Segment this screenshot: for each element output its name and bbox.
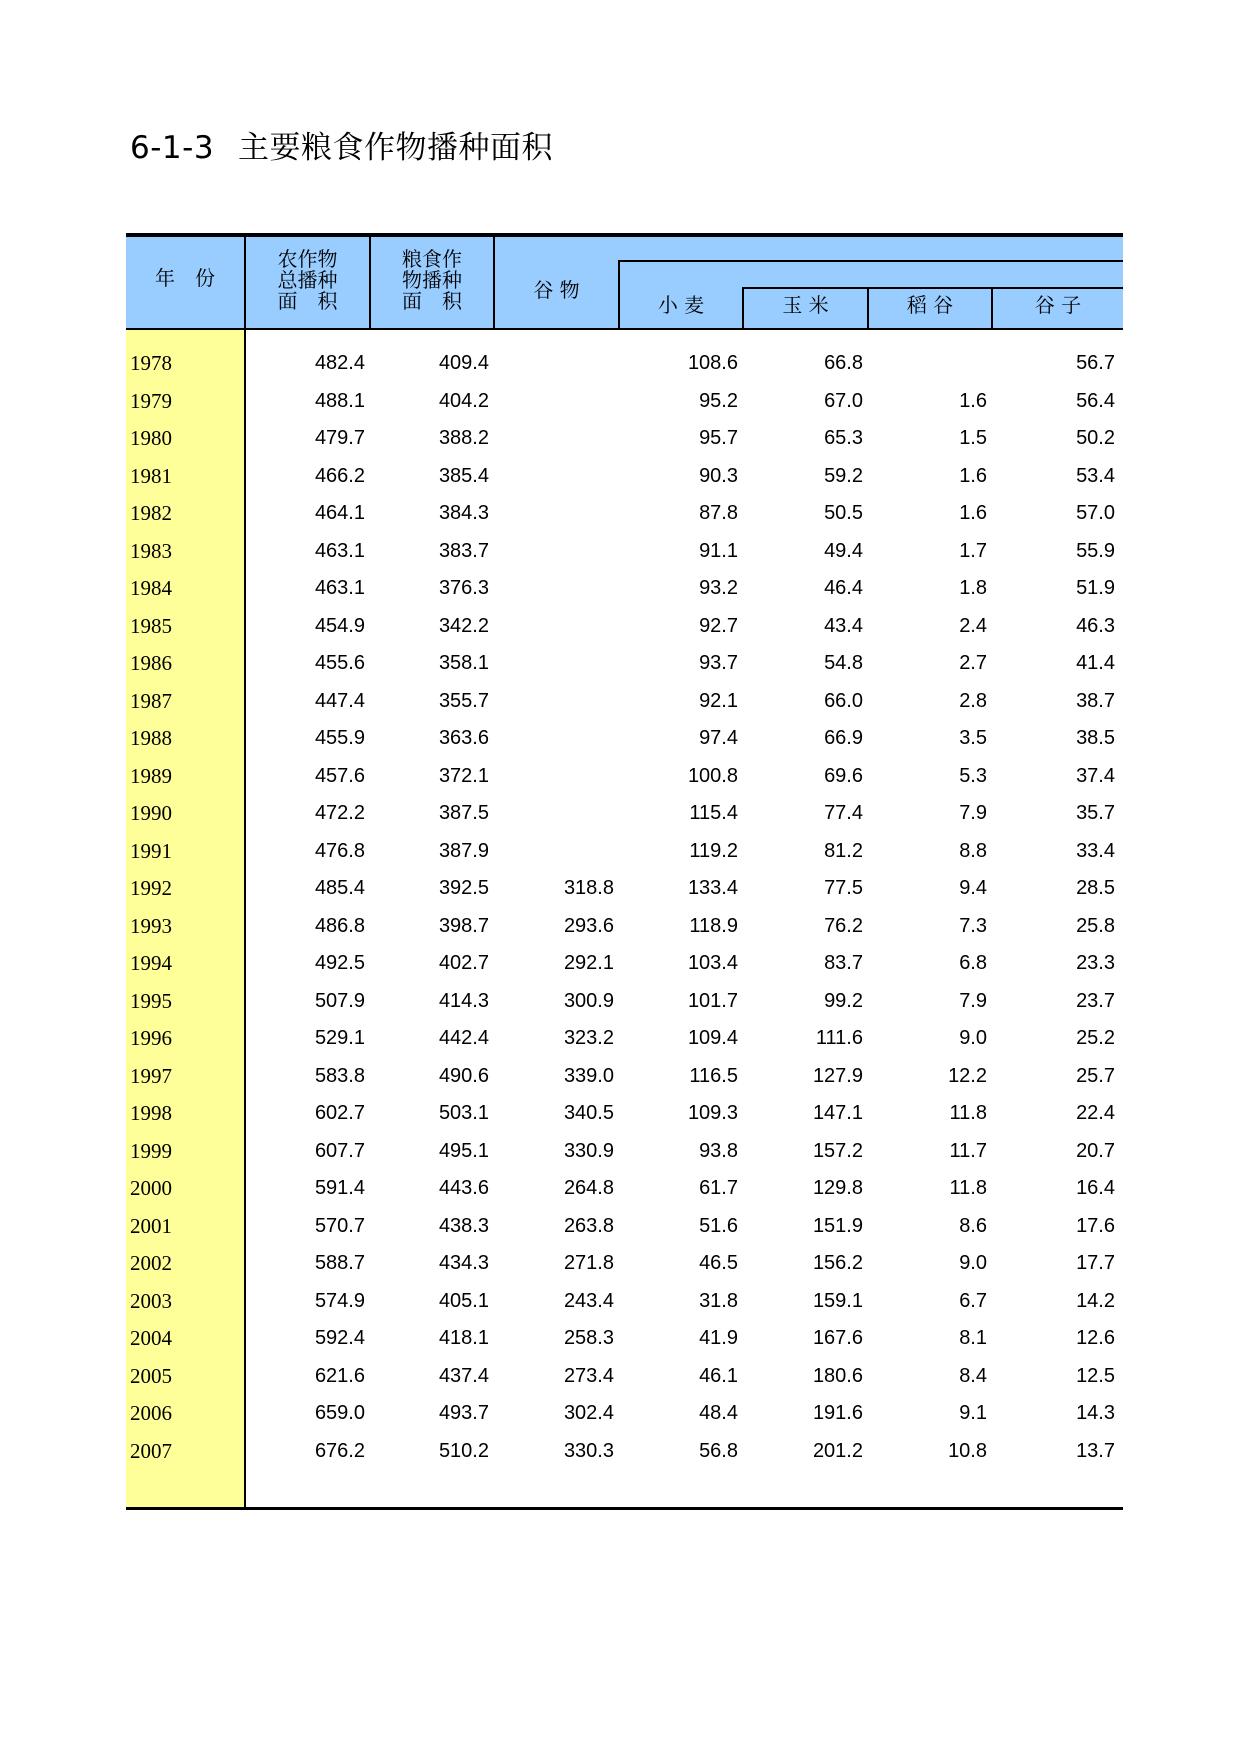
total-cell: 463.1 xyxy=(314,539,365,562)
total-cell: 476.8 xyxy=(314,839,365,862)
year-cell: 2007 xyxy=(130,1438,172,1463)
grain-cell: 383.7 xyxy=(438,539,489,562)
rice-cell: 7.9 xyxy=(959,989,987,1012)
header-rice: 稻 谷 xyxy=(906,293,954,317)
table-row xyxy=(126,570,1123,607)
wheat-cell: 91.1 xyxy=(699,539,738,562)
grain-cell: 493.7 xyxy=(438,1402,489,1424)
table-row xyxy=(126,983,1123,1020)
wheat-cell: 48.4 xyxy=(699,1402,738,1424)
wheat-cell: 116.5 xyxy=(689,1064,738,1087)
table-row xyxy=(126,1208,1123,1245)
cereal-cell: 330.9 xyxy=(563,1139,614,1162)
year-cell: 1997 xyxy=(130,1063,172,1088)
wheat-cell: 118.9 xyxy=(689,914,738,937)
grain-cell: 387.5 xyxy=(438,802,489,824)
corn-cell: 46.4 xyxy=(824,577,863,599)
table-row xyxy=(126,458,1123,495)
total-cell: 507.9 xyxy=(314,989,365,1012)
millet-cell: 12.5 xyxy=(1076,1364,1115,1387)
grain-cell: 384.3 xyxy=(438,502,489,524)
total-cell: 457.6 xyxy=(314,764,365,787)
table-row xyxy=(126,1245,1123,1282)
rice-cell: 5.3 xyxy=(959,764,987,787)
corn-cell: 81.2 xyxy=(824,839,863,862)
millet-cell: 41.4 xyxy=(1076,652,1115,674)
wheat-cell: 93.7 xyxy=(699,652,738,674)
grain-cell: 342.2 xyxy=(438,614,489,637)
grain-cell: 372.1 xyxy=(438,764,489,787)
table-row xyxy=(126,720,1123,757)
millet-cell: 37.4 xyxy=(1076,764,1115,787)
grain-cell: 409.4 xyxy=(438,352,489,374)
rice-cell: 12.2 xyxy=(948,1064,987,1087)
total-cell: 607.7 xyxy=(314,1139,365,1162)
corn-cell: 67.0 xyxy=(824,389,863,412)
table-row xyxy=(126,608,1123,645)
total-cell: 463.1 xyxy=(314,577,365,599)
bottom-rule xyxy=(126,1507,1123,1510)
table-row xyxy=(126,1358,1123,1395)
header-wheat: 小 麦 xyxy=(657,293,705,317)
year-cell: 1989 xyxy=(130,763,172,788)
corn-cell: 191.6 xyxy=(812,1402,863,1424)
wheat-cell: 56.8 xyxy=(699,1439,738,1462)
grain-cell: 387.9 xyxy=(438,839,489,862)
millet-cell: 14.3 xyxy=(1076,1402,1115,1424)
millet-cell: 25.8 xyxy=(1076,914,1115,937)
rice-cell: 11.8 xyxy=(949,1102,987,1124)
rice-cell: 2.8 xyxy=(959,689,987,712)
grain-cell: 443.6 xyxy=(438,1177,489,1199)
wheat-cell: 95.2 xyxy=(699,389,738,412)
grain-cell: 376.3 xyxy=(438,577,489,599)
header-total-crop-area: 农作物 总播种 面 积 xyxy=(277,247,338,313)
corn-cell: 77.5 xyxy=(824,877,863,899)
rice-cell: 2.7 xyxy=(959,652,987,674)
millet-cell: 57.0 xyxy=(1076,502,1115,524)
millet-cell: 53.4 xyxy=(1076,464,1115,487)
cereal-cell: 273.4 xyxy=(563,1364,614,1387)
grain-cell: 442.4 xyxy=(438,1027,489,1049)
table-row xyxy=(126,383,1123,420)
wheat-cell: 103.4 xyxy=(687,952,738,974)
cereal-cell: 340.5 xyxy=(563,1102,614,1124)
grain-cell: 392.5 xyxy=(438,877,489,899)
corn-cell: 129.8 xyxy=(812,1177,863,1199)
total-cell: 486.8 xyxy=(314,914,365,937)
table-row xyxy=(126,908,1123,945)
total-cell: 659.0 xyxy=(314,1402,365,1424)
table-row xyxy=(126,420,1123,457)
corn-cell: 69.6 xyxy=(824,764,863,787)
wheat-cell: 95.7 xyxy=(699,427,738,449)
wheat-cell: 97.4 xyxy=(699,727,738,749)
table-row xyxy=(126,645,1123,682)
millet-cell: 55.9 xyxy=(1076,539,1115,562)
total-cell: 602.7 xyxy=(314,1102,365,1124)
rice-cell: 8.4 xyxy=(959,1364,987,1387)
grain-cell: 418.1 xyxy=(438,1327,489,1349)
rice-cell: 9.0 xyxy=(959,1252,987,1274)
total-cell: 464.1 xyxy=(314,502,365,524)
wheat-cell: 61.7 xyxy=(699,1177,738,1199)
millet-cell: 12.6 xyxy=(1076,1327,1115,1349)
top-rule xyxy=(126,233,1123,237)
header-cereal: 谷 物 xyxy=(533,278,580,302)
millet-cell: 25.2 xyxy=(1076,1027,1115,1049)
wheat-cell: 109.3 xyxy=(687,1102,738,1124)
wheat-cell: 41.9 xyxy=(699,1327,738,1349)
millet-cell: 56.4 xyxy=(1076,389,1115,412)
total-cell: 485.4 xyxy=(314,877,365,899)
total-cell: 472.2 xyxy=(314,802,365,824)
cereal-cell: 323.2 xyxy=(563,1027,614,1049)
millet-cell: 13.7 xyxy=(1076,1439,1115,1462)
table-row xyxy=(126,345,1123,382)
wheat-cell: 100.8 xyxy=(687,764,738,787)
rice-cell: 11.8 xyxy=(949,1177,987,1199)
grain-cell: 388.2 xyxy=(438,427,489,449)
wheat-cell: 31.8 xyxy=(699,1289,738,1312)
rice-cell: 7.3 xyxy=(959,914,987,937)
millet-cell: 35.7 xyxy=(1076,802,1115,824)
millet-cell: 38.5 xyxy=(1076,727,1115,749)
corn-cell: 59.2 xyxy=(824,464,863,487)
millet-cell: 20.7 xyxy=(1076,1139,1115,1162)
millet-cell: 22.4 xyxy=(1076,1102,1115,1124)
rice-cell: 9.1 xyxy=(959,1402,987,1424)
wheat-cell: 92.1 xyxy=(699,689,738,712)
millet-cell: 50.2 xyxy=(1076,427,1115,449)
wheat-cell: 108.6 xyxy=(687,352,738,374)
total-cell: 466.2 xyxy=(314,464,365,487)
grain-cell: 355.7 xyxy=(438,689,489,712)
table-row xyxy=(126,1020,1123,1057)
rice-cell: 6.7 xyxy=(959,1289,987,1312)
year-cell: 1996 xyxy=(130,1026,172,1050)
wheat-cell: 46.5 xyxy=(699,1252,738,1274)
year-cell: 1992 xyxy=(130,876,172,900)
rice-cell: 1.7 xyxy=(959,539,987,562)
corn-cell: 77.4 xyxy=(824,802,863,824)
rice-cell: 8.1 xyxy=(959,1327,987,1349)
total-cell: 570.7 xyxy=(314,1214,365,1237)
rice-cell: 11.7 xyxy=(949,1139,987,1162)
total-cell: 529.1 xyxy=(314,1027,365,1049)
wheat-cell: 109.4 xyxy=(687,1027,738,1049)
total-cell: 455.6 xyxy=(314,652,365,674)
corn-cell: 127.9 xyxy=(812,1064,863,1087)
table-row xyxy=(126,1283,1123,1320)
total-cell: 482.4 xyxy=(314,352,365,374)
cereal-cell: 318.8 xyxy=(563,877,614,899)
year-cell: 1979 xyxy=(130,388,172,413)
millet-cell: 23.3 xyxy=(1076,952,1115,974)
corn-cell: 159.1 xyxy=(812,1289,863,1312)
grain-cell: 363.6 xyxy=(438,727,489,749)
cereal-cell: 258.3 xyxy=(563,1327,614,1349)
grain-cell: 438.3 xyxy=(438,1214,489,1237)
grain-cell: 414.3 xyxy=(438,989,489,1012)
rice-cell: 2.4 xyxy=(959,614,987,637)
grain-cell: 510.2 xyxy=(438,1439,489,1462)
table-row xyxy=(126,1320,1123,1357)
rice-cell: 6.8 xyxy=(959,952,987,974)
header-divider xyxy=(742,287,1123,289)
grain-cell: 405.1 xyxy=(438,1289,489,1312)
total-cell: 447.4 xyxy=(314,689,365,712)
rice-cell: 9.4 xyxy=(959,877,987,899)
grain-cell: 434.3 xyxy=(438,1252,489,1274)
grain-cell: 495.1 xyxy=(438,1139,489,1162)
table-row xyxy=(126,945,1123,982)
table-number: 6-1-3 xyxy=(130,130,215,166)
wheat-cell: 51.6 xyxy=(699,1214,738,1237)
year-cell: 1990 xyxy=(130,801,172,825)
year-cell: 1978 xyxy=(130,351,172,375)
wheat-cell: 46.1 xyxy=(699,1364,738,1387)
millet-cell: 25.7 xyxy=(1076,1064,1115,1087)
table-row xyxy=(126,495,1123,532)
cereal-cell: 293.6 xyxy=(563,914,614,937)
rice-cell: 1.5 xyxy=(959,427,987,449)
grain-cell: 437.4 xyxy=(438,1364,489,1387)
rice-cell: 1.6 xyxy=(959,502,987,524)
corn-cell: 180.6 xyxy=(812,1364,863,1387)
grain-cell: 358.1 xyxy=(438,652,489,674)
millet-cell: 51.9 xyxy=(1076,577,1115,599)
year-cell: 2003 xyxy=(130,1288,172,1313)
millet-cell: 28.5 xyxy=(1076,877,1115,899)
cereal-cell: 292.1 xyxy=(563,952,614,974)
year-cell: 1982 xyxy=(130,501,172,525)
table-row xyxy=(126,1133,1123,1170)
corn-cell: 99.2 xyxy=(824,989,863,1012)
corn-cell: 151.9 xyxy=(812,1214,863,1237)
table-row xyxy=(126,1058,1123,1095)
year-cell: 1988 xyxy=(130,726,172,750)
corn-cell: 49.4 xyxy=(824,539,863,562)
corn-cell: 83.7 xyxy=(824,952,863,974)
year-cell: 2004 xyxy=(130,1326,172,1350)
total-cell: 488.1 xyxy=(314,389,365,412)
total-cell: 454.9 xyxy=(314,614,365,637)
table-row xyxy=(126,533,1123,570)
rice-cell: 8.6 xyxy=(959,1214,987,1237)
rice-cell: 1.6 xyxy=(959,389,987,412)
corn-cell: 157.2 xyxy=(812,1139,863,1162)
cereal-cell: 243.4 xyxy=(563,1289,614,1312)
data-table xyxy=(126,233,1123,1511)
table-row xyxy=(126,870,1123,907)
corn-cell: 66.9 xyxy=(824,727,863,749)
grain-cell: 385.4 xyxy=(438,464,489,487)
year-cell: 1998 xyxy=(130,1101,172,1125)
millet-cell: 23.7 xyxy=(1076,989,1115,1012)
cereal-cell: 263.8 xyxy=(563,1214,614,1237)
year-cell: 2002 xyxy=(130,1251,172,1275)
header-grain-area: 粮食作 物播种 面 积 xyxy=(402,247,462,313)
wheat-cell: 101.7 xyxy=(687,989,738,1012)
year-cell: 1981 xyxy=(130,463,172,488)
total-cell: 455.9 xyxy=(314,727,365,749)
grain-cell: 490.6 xyxy=(438,1064,489,1087)
total-cell: 492.5 xyxy=(314,952,365,974)
total-cell: 588.7 xyxy=(314,1252,365,1274)
cereal-cell: 330.3 xyxy=(563,1439,614,1462)
table-row xyxy=(126,1395,1123,1432)
millet-cell: 46.3 xyxy=(1076,614,1115,637)
year-cell: 1991 xyxy=(130,838,172,863)
rice-cell: 1.6 xyxy=(959,464,987,487)
grain-cell: 402.7 xyxy=(438,952,489,974)
year-cell: 1985 xyxy=(130,613,172,638)
table-row xyxy=(126,795,1123,832)
millet-cell: 33.4 xyxy=(1076,839,1115,862)
year-cell: 1999 xyxy=(130,1138,172,1163)
wheat-cell: 93.8 xyxy=(699,1139,738,1162)
total-cell: 479.7 xyxy=(314,427,365,449)
total-cell: 583.8 xyxy=(314,1064,365,1087)
year-cell: 2006 xyxy=(130,1401,172,1425)
total-cell: 676.2 xyxy=(314,1439,365,1462)
corn-cell: 147.1 xyxy=(812,1102,863,1124)
millet-cell: 17.7 xyxy=(1076,1252,1115,1274)
millet-cell: 56.7 xyxy=(1076,352,1115,374)
total-cell: 592.4 xyxy=(314,1327,365,1349)
rice-cell: 1.8 xyxy=(959,577,987,599)
year-cell: 1995 xyxy=(130,988,172,1013)
header-rule xyxy=(126,328,1123,330)
total-cell: 591.4 xyxy=(314,1177,365,1199)
table-row xyxy=(126,833,1123,870)
cereal-cell: 264.8 xyxy=(563,1177,614,1199)
rice-cell: 8.8 xyxy=(959,839,987,862)
corn-cell: 43.4 xyxy=(824,614,863,637)
millet-cell: 38.7 xyxy=(1076,689,1115,712)
year-cell: 1980 xyxy=(130,426,172,450)
header-corn: 玉 米 xyxy=(782,293,829,317)
millet-cell: 17.6 xyxy=(1076,1214,1115,1237)
wheat-cell: 92.7 xyxy=(699,614,738,637)
corn-cell: 65.3 xyxy=(824,427,863,449)
rice-cell: 3.5 xyxy=(959,727,987,749)
year-cell: 2001 xyxy=(130,1213,172,1238)
rice-cell: 10.8 xyxy=(948,1439,987,1462)
wheat-cell: 90.3 xyxy=(699,464,738,487)
wheat-cell: 93.2 xyxy=(699,577,738,599)
wheat-cell: 115.4 xyxy=(689,802,738,824)
wheat-cell: 87.8 xyxy=(699,502,738,524)
cereal-cell: 300.9 xyxy=(563,989,614,1012)
rice-cell: 7.9 xyxy=(959,802,987,824)
cereal-cell: 271.8 xyxy=(563,1252,614,1274)
grain-cell: 503.1 xyxy=(438,1102,489,1124)
corn-cell: 50.5 xyxy=(824,502,863,524)
year-cell: 1986 xyxy=(130,651,172,675)
table-row xyxy=(126,1095,1123,1132)
total-cell: 574.9 xyxy=(314,1289,365,1312)
cereal-cell: 302.4 xyxy=(563,1402,614,1424)
millet-cell: 14.2 xyxy=(1076,1289,1115,1312)
year-cell: 1987 xyxy=(130,688,172,713)
table-row xyxy=(126,683,1123,720)
header-divider xyxy=(618,260,1123,262)
corn-cell: 201.2 xyxy=(812,1439,863,1462)
cereal-cell: 339.0 xyxy=(563,1064,614,1087)
grain-cell: 398.7 xyxy=(438,914,489,937)
table-row xyxy=(126,758,1123,795)
table-title: 主要粮食作物播种面积 xyxy=(238,130,554,166)
grain-cell: 404.2 xyxy=(438,389,489,412)
corn-cell: 54.8 xyxy=(824,652,863,674)
corn-cell: 111.6 xyxy=(815,1027,863,1049)
year-cell: 2000 xyxy=(130,1176,172,1200)
corn-cell: 66.0 xyxy=(824,689,863,712)
corn-cell: 76.2 xyxy=(824,914,863,937)
rice-cell: 9.0 xyxy=(959,1027,987,1049)
year-cell: 1994 xyxy=(130,951,172,975)
year-cell: 1983 xyxy=(130,538,172,563)
year-cell: 2005 xyxy=(130,1363,172,1388)
wheat-cell: 133.4 xyxy=(687,877,738,899)
millet-cell: 16.4 xyxy=(1076,1177,1115,1199)
wheat-cell: 119.2 xyxy=(689,839,738,862)
page-title xyxy=(130,122,553,167)
table-row xyxy=(126,1433,1123,1470)
corn-cell: 167.6 xyxy=(812,1327,863,1349)
table-row xyxy=(126,1170,1123,1207)
corn-cell: 156.2 xyxy=(812,1252,863,1274)
total-cell: 621.6 xyxy=(314,1364,365,1387)
header-year: 年 份 xyxy=(155,266,215,290)
year-cell: 1993 xyxy=(130,913,172,938)
header-millet: 谷 子 xyxy=(1034,293,1082,317)
corn-cell: 66.8 xyxy=(824,352,863,374)
year-cell: 1984 xyxy=(130,576,172,600)
